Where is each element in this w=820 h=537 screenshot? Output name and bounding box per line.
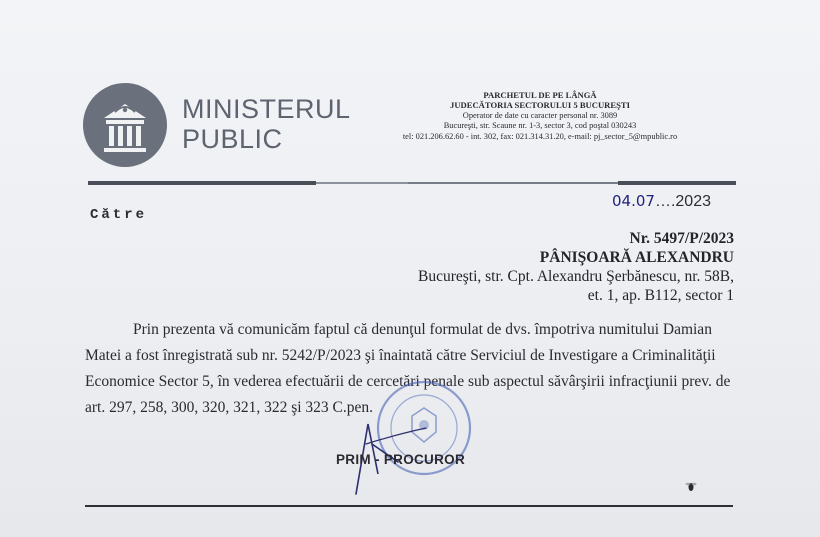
institution-header [380, 90, 700, 142]
handwritten-date: 04.07 [612, 192, 655, 210]
operator-line: Operator de date cu caracter personal nr. 3089 [462, 110, 618, 120]
contact-line: tel: 021.206.62.60 - int. 302, fax: 021.314.31.20, e-mail: pj_sector_5@mpublic.ro [402, 131, 678, 141]
signature-title: PRIM - PROCUROR [336, 452, 465, 467]
body-line-4: art. 297, 258, 300, 320, 321, 322 şi 323 C.pen. [85, 399, 374, 416]
letter-date [612, 192, 711, 211]
body-line-1: Prin prezenta vă comunicăm faptul că denunţul formulat de dvs. împotriva numitului Damian [133, 321, 712, 338]
address-line: Bucureşti, str. Scaune nr. 1-3, sector 3, cod poştal 030243 [443, 121, 637, 131]
to-label: Către [90, 207, 148, 223]
ministerul-public-logo-icon [82, 82, 168, 168]
institution-line-1: PARCHETUL DE PE LÂNGĂ [483, 90, 597, 100]
date-year: ….2023 [654, 193, 711, 210]
institution-line-2: JUDECĂTORIA SECTORULUI 5 BUCUREŞTI [450, 100, 630, 111]
brand-line-1: MINISTERUL [182, 94, 351, 124]
header-divider [88, 181, 736, 185]
fly-speck-icon [684, 478, 698, 494]
footer-divider [85, 505, 733, 507]
recipient-address-2: et. 1, ap. B112, sector 1 [587, 287, 734, 304]
brand-line-2: PUBLIC [182, 124, 283, 154]
recipient-name: PÂNIŞOARĂ ALEXANDRU [539, 249, 734, 266]
reference-number: Nr. 5497/P/2023 [629, 230, 734, 247]
body-line-3: Economice Sector 5, în vederea efectuării de cercetări penale sub aspectul săvârşirii infracţiunii prev. de [85, 373, 731, 390]
body-line-2: Matei a fost înregistrată sub nr. 5242/P/2023 şi înaintată către Serviciul de Investigare a Criminalităţii [85, 347, 716, 364]
recipient-address-1: Bucureşti, str. Cpt. Alexandru Şerbănescu, nr. 58B, [418, 268, 734, 285]
